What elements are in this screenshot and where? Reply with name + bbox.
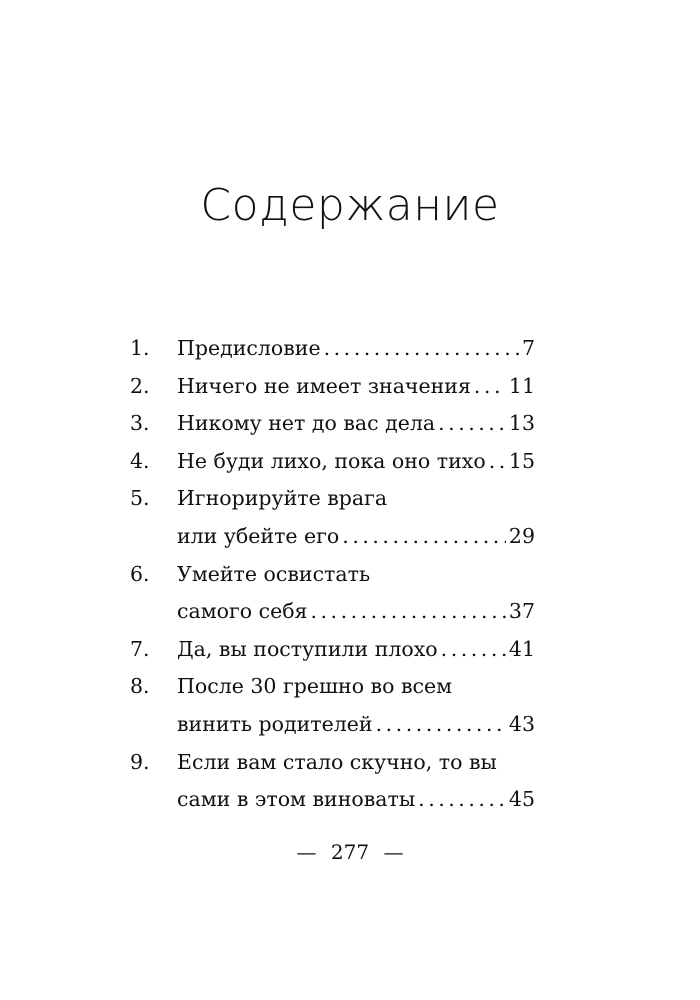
toc-dot-leader <box>441 631 506 669</box>
toc-dot-leader <box>418 781 506 819</box>
toc-entry-number: 2. <box>130 373 150 398</box>
toc-entry-page: 45 <box>508 787 535 812</box>
toc-entry-row-continued <box>130 556 535 594</box>
toc-entry-title: Если вам стало скучно, то вы <box>177 749 497 774</box>
toc-entry-row <box>130 443 535 481</box>
toc-entry-title: или убейте его <box>177 523 340 548</box>
toc-entry-title: Ничего не имеет значения <box>177 373 471 398</box>
toc-entry-title: самого себя <box>177 599 308 624</box>
toc-entry-number: 6. <box>130 561 150 586</box>
toc-dot-leader <box>310 593 505 631</box>
folio-number: 277 <box>330 840 370 864</box>
toc-entry-row <box>130 593 535 631</box>
toc-entry-page: 43 <box>508 711 535 736</box>
toc-entry-number: 4. <box>130 448 150 473</box>
toc-entry-page: 15 <box>508 448 535 473</box>
toc-entry-row <box>130 706 535 744</box>
toc-entry-row <box>130 631 535 669</box>
toc-dot-leader <box>474 368 506 406</box>
table-of-contents <box>130 330 535 819</box>
toc-entry-page: 29 <box>508 523 535 548</box>
toc-entry <box>130 668 535 743</box>
toc-entry <box>130 556 535 631</box>
toc-entry-title: сами в этом виноваты <box>177 787 416 812</box>
toc-entry-title: винить родителей <box>177 711 373 736</box>
toc-entry-number: 9. <box>130 749 150 774</box>
toc-entry-number: 3. <box>130 411 150 436</box>
toc-entry-number: 1. <box>130 336 150 360</box>
toc-entry-row <box>130 518 535 556</box>
toc-entry <box>130 368 535 406</box>
toc-dot-leader <box>342 518 506 556</box>
toc-entry <box>130 744 535 819</box>
toc-entry <box>130 480 535 555</box>
toc-entry-page: 11 <box>508 373 535 398</box>
toc-entry <box>130 330 535 368</box>
folio-left-dash: — <box>296 840 317 864</box>
toc-entry <box>130 443 535 481</box>
page-title: Содержание <box>200 180 500 231</box>
toc-entry-number: 5. <box>130 486 150 511</box>
toc-entry <box>130 631 535 669</box>
toc-entry-page: 37 <box>508 599 535 624</box>
toc-entry-row-continued <box>130 668 535 706</box>
toc-entry-row <box>130 781 535 819</box>
toc-entry-page: 41 <box>508 636 535 661</box>
toc-dot-leader <box>438 405 506 443</box>
toc-entry-title: После 30 грешно во всем <box>177 674 453 699</box>
toc-entry <box>130 405 535 443</box>
toc-entry-title: Не буди лихо, пока оно тихо <box>177 448 486 473</box>
toc-entry-number: 8. <box>130 674 150 699</box>
page-number-footer <box>0 840 700 864</box>
toc-entry-title: Да, вы поступили плохо <box>177 636 438 661</box>
toc-entry-title: Никому нет до вас дела <box>177 411 436 436</box>
toc-dot-leader <box>376 706 506 744</box>
toc-entry-row <box>130 405 535 443</box>
toc-entry-title: Умейте освистать <box>177 561 371 586</box>
toc-entry-number: 7. <box>130 636 150 661</box>
toc-entry-page: 13 <box>508 411 535 436</box>
toc-entry-title: Игнорируйте врага <box>177 486 388 511</box>
toc-entry-row <box>130 330 535 368</box>
toc-entry-title: Предисловие <box>177 336 321 360</box>
toc-dot-leader <box>489 443 506 481</box>
toc-entry-row-continued <box>130 744 535 782</box>
toc-entry-row-continued <box>130 480 535 518</box>
toc-entry-page: 7 <box>521 336 535 360</box>
folio-right-dash: — <box>383 840 404 864</box>
toc-dot-leader <box>324 330 519 368</box>
toc-entry-row <box>130 368 535 406</box>
